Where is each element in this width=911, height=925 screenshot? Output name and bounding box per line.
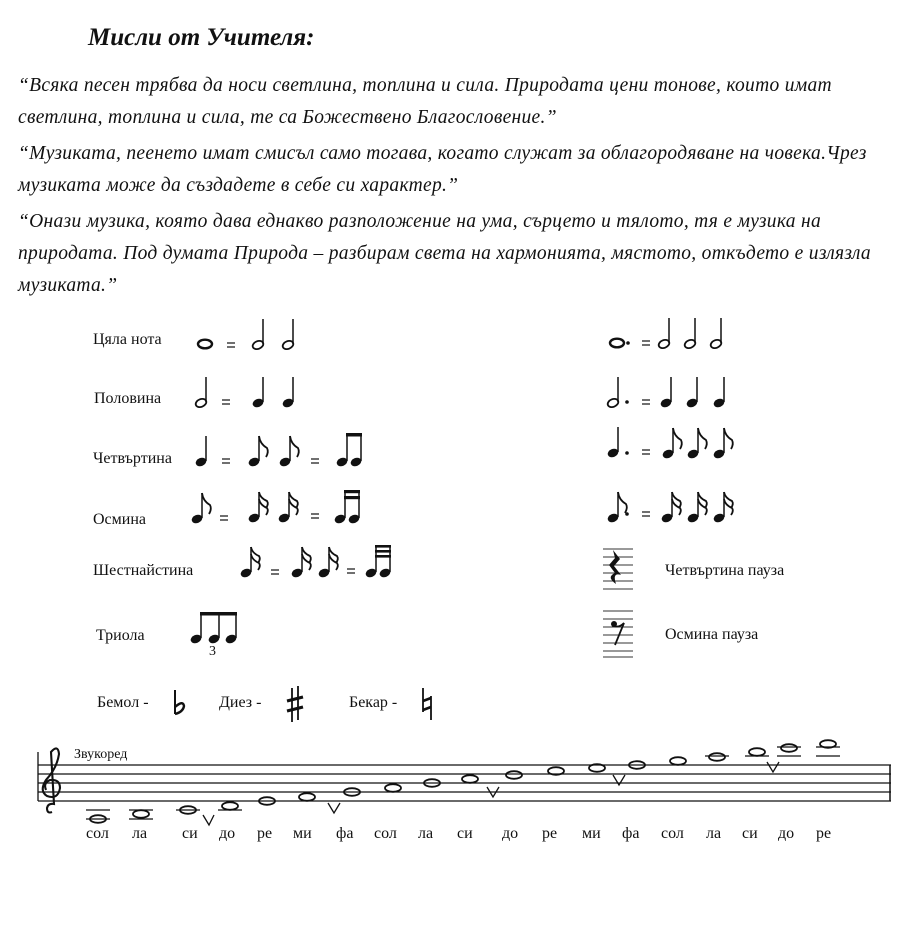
label-half-note: Половина [94, 390, 162, 407]
scale-note [670, 757, 686, 765]
equals-icon [642, 400, 650, 404]
label-whole-note: Цяла нота [93, 331, 162, 348]
eighth-note-icon [712, 428, 732, 460]
scale-note [222, 802, 238, 810]
dotted-half-note-icon [606, 377, 619, 409]
scale-note [299, 793, 315, 801]
eighth-note-icon [247, 436, 267, 468]
half-note-icon [194, 377, 207, 409]
quarter-note-icon [712, 377, 725, 409]
dotted-eighth-note-icon [606, 492, 626, 524]
scale-title: Звукоред [74, 747, 128, 762]
whole-note-icon [198, 340, 212, 349]
note-name: ре [816, 825, 832, 842]
dot-icon [625, 400, 629, 404]
equals-icon [271, 570, 279, 574]
note-name: си [182, 825, 198, 842]
equals-icon [220, 516, 228, 520]
scale-note [506, 771, 522, 779]
note-name: си [457, 825, 473, 842]
breath-mark-icon [203, 815, 214, 825]
dotted-quarter-note-icon [606, 427, 619, 459]
equals-icon [227, 343, 235, 347]
page-title: Мисли от Учителя: [88, 24, 315, 51]
half-note-row [194, 377, 725, 409]
label-triplet: Триола [96, 627, 145, 644]
dot-icon [626, 341, 630, 345]
quarter-note-icon [685, 377, 698, 409]
sixteenth-note-icon [660, 492, 680, 524]
quarter-rest-icon [603, 549, 633, 589]
sixteenth-note-icon [239, 547, 259, 579]
note-name: сол [374, 825, 397, 842]
dot-icon [625, 512, 629, 516]
note-name: ла [418, 825, 434, 842]
sixteenth-note-icon [712, 492, 732, 524]
label-quarter-note: Четвъртина [93, 450, 172, 467]
equals-icon [311, 514, 319, 518]
sharp-icon [287, 686, 303, 722]
quote-1: “Всяка песен трябва да носи светлина, топлина и сила. Природата цени тонове, които имат светлина, топлина и сила, те са Божествено Благословение.” [18, 75, 832, 128]
note-name: ла [706, 825, 722, 842]
sixteenth-note-icon [686, 492, 706, 524]
scale-note [749, 748, 765, 756]
label-sharp: Диез - [219, 694, 262, 711]
thirty-second-note-icon [317, 547, 337, 579]
breath-mark-icon [328, 803, 340, 813]
quarter-note-icon [281, 377, 294, 409]
note-name: ла [132, 825, 148, 842]
quarter-note-icon [659, 377, 672, 409]
eighth-note-row [190, 490, 732, 525]
scale-note [385, 784, 401, 792]
triplet-number: 3 [209, 644, 216, 659]
equals-icon [311, 459, 319, 463]
beamed-thirty-seconds-icon [364, 545, 391, 579]
eighth-note-icon [686, 428, 706, 460]
label-natural: Бекар - [349, 694, 398, 711]
flat-icon [175, 690, 184, 714]
note-name: фа [622, 825, 640, 842]
note-name: сол [86, 825, 109, 842]
quote-2: “Музиката, пеенето имат смисъл само тогава, когато служат за облагородяване на човека.Чрез музиката може да създадете в себе си характер.” [18, 143, 867, 196]
quarter-note-icon [194, 436, 207, 468]
triplet-icon [189, 612, 237, 645]
scale-note [462, 775, 478, 783]
quarter-note-row [194, 427, 732, 468]
equals-icon [347, 569, 355, 573]
equals-icon [222, 459, 230, 463]
label-flat: Бемол - [97, 694, 149, 711]
half-note-icon [657, 318, 670, 350]
note-name: ми [293, 825, 312, 842]
equals-icon [642, 512, 650, 516]
scale-note [133, 810, 149, 818]
equals-icon [642, 341, 650, 345]
half-note-icon [281, 319, 294, 351]
quarter-note-icon [251, 377, 264, 409]
natural-icon [423, 688, 431, 720]
dotted-whole-note-icon [610, 339, 624, 348]
eighth-note-icon [661, 428, 681, 460]
sixteenth-note-row [239, 545, 391, 579]
quote-3: “Онази музика, която дава еднакво разположение на ума, сърцето и тялото, тя е музика на природата. Под думата Природа – разбирам света на хармонията, мястото, откъдето е излязла музиката.” [18, 211, 871, 296]
label-sixteenth-note: Шестнайстина [93, 562, 194, 579]
sixteenth-note-icon [277, 492, 297, 524]
eighth-rest-icon [603, 611, 633, 657]
note-name: ре [542, 825, 558, 842]
note-name: си [742, 825, 758, 842]
equals-icon [222, 400, 230, 404]
eighth-note-icon [190, 493, 210, 525]
label-quarter-rest: Четвъртина пауза [665, 562, 785, 579]
half-note-icon [709, 318, 722, 350]
half-note-icon [683, 318, 696, 350]
breath-mark-icon [767, 762, 779, 772]
dot-icon [625, 451, 629, 455]
whole-note-row [198, 318, 723, 351]
note-name: до [778, 825, 795, 842]
label-eighth-rest: Осмина пауза [665, 626, 759, 643]
half-note-icon [251, 319, 264, 351]
beamed-sixteenths-icon [333, 490, 360, 525]
note-name: фа [336, 825, 354, 842]
sixteenth-note-icon [247, 492, 267, 524]
note-name: сол [661, 825, 684, 842]
scale-note [781, 744, 797, 752]
note-name: ре [257, 825, 273, 842]
note-name: до [219, 825, 236, 842]
equals-icon [642, 450, 650, 454]
thirty-second-note-icon [290, 547, 310, 579]
scale-note [709, 753, 725, 761]
treble-clef-icon [43, 748, 60, 812]
note-name: ми [582, 825, 601, 842]
beamed-eighths-icon [335, 433, 362, 468]
label-eighth-note: Осмина [93, 511, 147, 528]
eighth-note-icon [278, 436, 298, 468]
note-name: до [502, 825, 519, 842]
